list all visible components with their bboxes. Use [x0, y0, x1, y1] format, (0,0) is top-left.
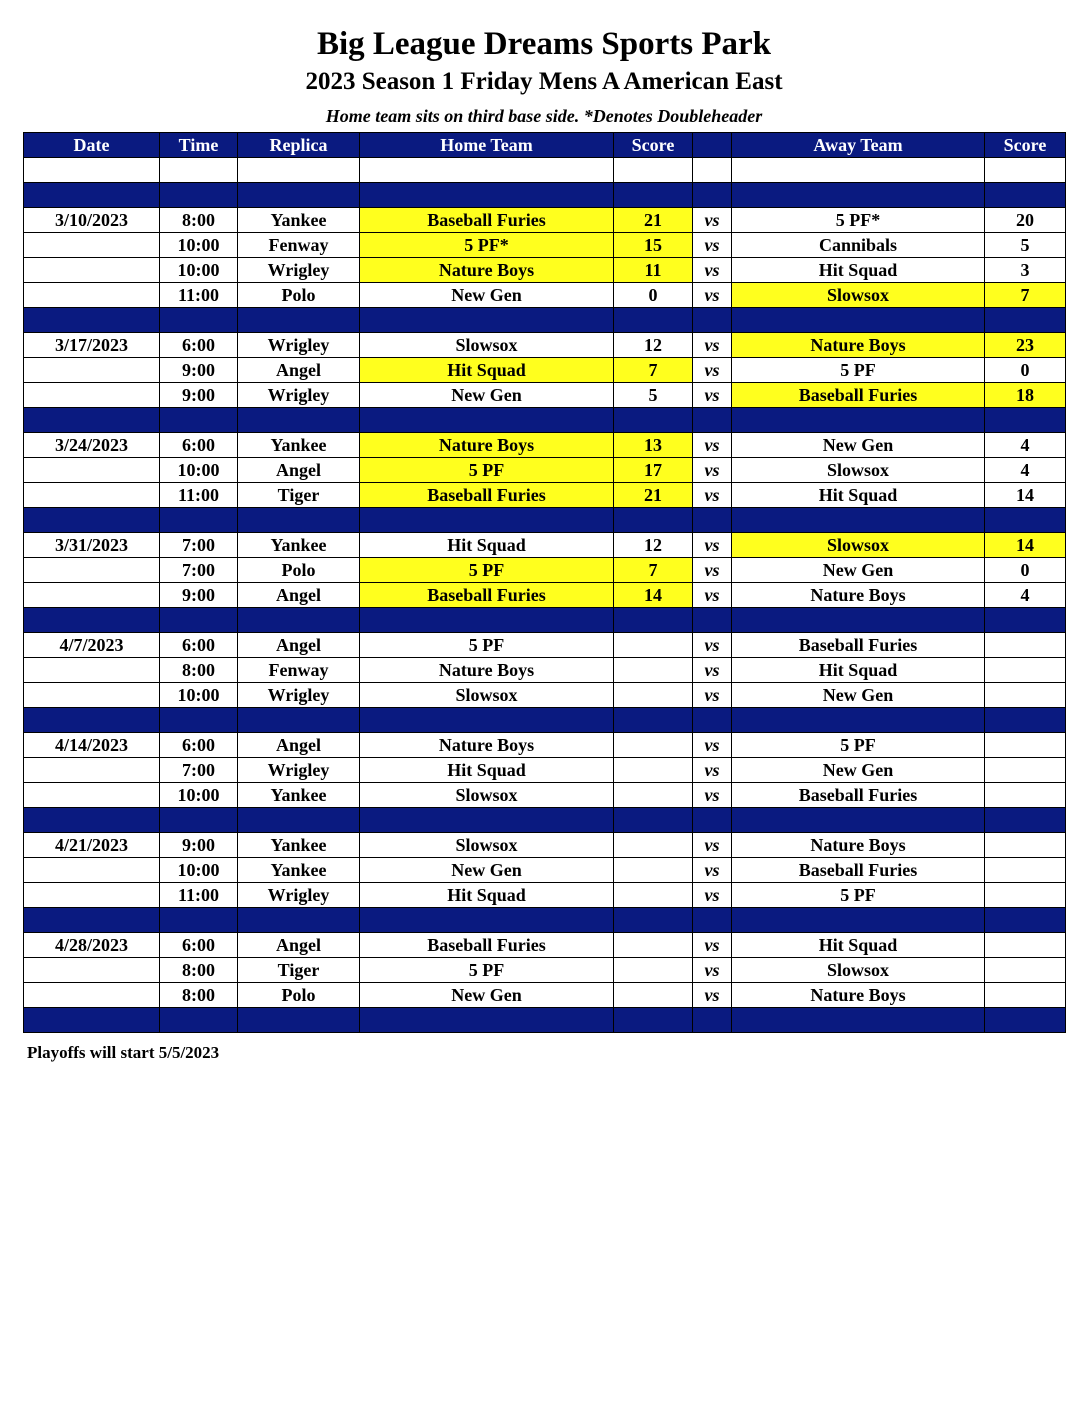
away-score-cell: [985, 758, 1066, 783]
home-team-cell: Baseball Furies: [360, 933, 614, 958]
home-score-cell: 17: [614, 458, 693, 483]
away-team-cell: Slowsox: [732, 958, 985, 983]
away-score-cell: [985, 683, 1066, 708]
time-cell: 10:00: [160, 683, 238, 708]
separator-band: [24, 608, 1066, 633]
home-score-cell: [614, 733, 693, 758]
time-cell: 10:00: [160, 258, 238, 283]
replica-cell: Wrigley: [238, 758, 360, 783]
home-score-cell: [614, 758, 693, 783]
date-cell: [24, 683, 160, 708]
home-team-cell: New Gen: [360, 283, 614, 308]
date-cell: 3/17/2023: [24, 333, 160, 358]
time-cell: 7:00: [160, 758, 238, 783]
home-team-cell: Baseball Furies: [360, 483, 614, 508]
away-team-cell: 5 PF: [732, 733, 985, 758]
away-score-cell: 5: [985, 233, 1066, 258]
vs-cell: vs: [693, 733, 732, 758]
home-score-cell: [614, 983, 693, 1008]
separator-band: [24, 308, 1066, 333]
date-cell: 4/14/2023: [24, 733, 160, 758]
replica-cell: Angel: [238, 358, 360, 383]
home-score-cell: 15: [614, 233, 693, 258]
vs-cell: vs: [693, 533, 732, 558]
home-team-cell: Nature Boys: [360, 658, 614, 683]
time-cell: 10:00: [160, 458, 238, 483]
date-cell: 3/31/2023: [24, 533, 160, 558]
vs-cell: vs: [693, 458, 732, 483]
vs-cell: vs: [693, 433, 732, 458]
away-team-cell: 5 PF*: [732, 208, 985, 233]
col-header-away-team: Away Team: [732, 133, 985, 158]
date-cell: [24, 883, 160, 908]
separator-band: [24, 183, 1066, 208]
home-team-cell: 5 PF: [360, 458, 614, 483]
replica-cell: Tiger: [238, 483, 360, 508]
replica-cell: Yankee: [238, 533, 360, 558]
away-score-cell: 0: [985, 558, 1066, 583]
away-team-cell: Hit Squad: [732, 258, 985, 283]
time-cell: 10:00: [160, 233, 238, 258]
home-score-cell: [614, 958, 693, 983]
replica-cell: Yankee: [238, 783, 360, 808]
game-row: [24, 833, 1066, 858]
home-team-cell: Baseball Furies: [360, 583, 614, 608]
game-row: [24, 333, 1066, 358]
home-team-cell: Hit Squad: [360, 533, 614, 558]
date-cell: 3/10/2023: [24, 208, 160, 233]
away-score-cell: [985, 933, 1066, 958]
date-cell: 4/28/2023: [24, 933, 160, 958]
home-score-cell: [614, 633, 693, 658]
date-cell: 3/24/2023: [24, 433, 160, 458]
replica-cell: Wrigley: [238, 383, 360, 408]
away-score-cell: 4: [985, 458, 1066, 483]
vs-cell: vs: [693, 233, 732, 258]
home-score-cell: [614, 883, 693, 908]
home-team-cell: Hit Squad: [360, 758, 614, 783]
game-row: [24, 933, 1066, 958]
replica-cell: Wrigley: [238, 333, 360, 358]
time-cell: 6:00: [160, 933, 238, 958]
date-cell: [24, 383, 160, 408]
date-cell: [24, 458, 160, 483]
game-row: [24, 483, 1066, 508]
home-team-cell: 5 PF: [360, 558, 614, 583]
date-cell: [24, 983, 160, 1008]
game-row: [24, 258, 1066, 283]
game-row: [24, 958, 1066, 983]
vs-cell: vs: [693, 933, 732, 958]
time-cell: 9:00: [160, 833, 238, 858]
home-score-cell: 0: [614, 283, 693, 308]
home-team-cell: Baseball Furies: [360, 208, 614, 233]
game-row: [24, 458, 1066, 483]
col-header-time: Time: [160, 133, 238, 158]
home-team-cell: New Gen: [360, 383, 614, 408]
time-cell: 11:00: [160, 883, 238, 908]
time-cell: 8:00: [160, 208, 238, 233]
game-row: [24, 683, 1066, 708]
away-team-cell: Nature Boys: [732, 833, 985, 858]
game-row: [24, 233, 1066, 258]
away-score-cell: 14: [985, 483, 1066, 508]
game-row: [24, 858, 1066, 883]
away-score-cell: 3: [985, 258, 1066, 283]
home-score-cell: 14: [614, 583, 693, 608]
time-cell: 8:00: [160, 983, 238, 1008]
away-score-cell: [985, 858, 1066, 883]
game-row: [24, 383, 1066, 408]
away-team-cell: New Gen: [732, 758, 985, 783]
home-score-cell: [614, 783, 693, 808]
vs-cell: vs: [693, 683, 732, 708]
home-score-cell: 12: [614, 333, 693, 358]
separator-band: [24, 808, 1066, 833]
date-cell: [24, 358, 160, 383]
away-score-cell: 4: [985, 433, 1066, 458]
league-subtitle: 2023 Season 1 Friday Mens A American East: [305, 68, 783, 95]
time-cell: 6:00: [160, 633, 238, 658]
home-score-cell: 13: [614, 433, 693, 458]
replica-cell: Angel: [238, 933, 360, 958]
vs-cell: vs: [693, 583, 732, 608]
schedule-body: [24, 158, 1066, 1033]
date-cell: [24, 558, 160, 583]
home-score-cell: 21: [614, 483, 693, 508]
game-row: [24, 658, 1066, 683]
col-header-date: Date: [24, 133, 160, 158]
away-team-cell: Baseball Furies: [732, 783, 985, 808]
game-row: [24, 558, 1066, 583]
game-row: [24, 533, 1066, 558]
date-cell: [24, 258, 160, 283]
replica-cell: Fenway: [238, 658, 360, 683]
replica-cell: Tiger: [238, 958, 360, 983]
away-team-cell: Baseball Furies: [732, 633, 985, 658]
game-row: [24, 758, 1066, 783]
vs-cell: vs: [693, 983, 732, 1008]
time-cell: 9:00: [160, 358, 238, 383]
home-score-cell: [614, 933, 693, 958]
schedule-table: [23, 132, 1066, 1033]
replica-cell: Fenway: [238, 233, 360, 258]
replica-cell: Angel: [238, 583, 360, 608]
away-score-cell: [985, 783, 1066, 808]
home-score-cell: [614, 833, 693, 858]
replica-cell: Wrigley: [238, 258, 360, 283]
col-header-replica: Replica: [238, 133, 360, 158]
home-score-cell: [614, 858, 693, 883]
home-team-cell: Nature Boys: [360, 733, 614, 758]
home-team-cell: New Gen: [360, 983, 614, 1008]
replica-cell: Angel: [238, 633, 360, 658]
away-score-cell: [985, 883, 1066, 908]
home-team-cell: 5 PF: [360, 958, 614, 983]
date-cell: [24, 758, 160, 783]
separator-band: [24, 708, 1066, 733]
game-row: [24, 583, 1066, 608]
replica-cell: Polo: [238, 558, 360, 583]
replica-cell: Polo: [238, 283, 360, 308]
date-cell: 4/7/2023: [24, 633, 160, 658]
time-cell: 7:00: [160, 533, 238, 558]
away-team-cell: Nature Boys: [732, 583, 985, 608]
replica-cell: Polo: [238, 983, 360, 1008]
playoffs-note: Playoffs will start 5/5/2023: [27, 1043, 220, 1062]
home-team-cell: Hit Squad: [360, 358, 614, 383]
date-cell: [24, 583, 160, 608]
date-cell: [24, 658, 160, 683]
game-row: [24, 283, 1066, 308]
vs-cell: vs: [693, 333, 732, 358]
away-score-cell: 14: [985, 533, 1066, 558]
home-team-cell: Slowsox: [360, 783, 614, 808]
time-cell: 6:00: [160, 333, 238, 358]
game-row: [24, 433, 1066, 458]
vs-cell: vs: [693, 783, 732, 808]
game-row: [24, 208, 1066, 233]
home-score-cell: [614, 683, 693, 708]
home-team-cell: New Gen: [360, 858, 614, 883]
away-score-cell: [985, 733, 1066, 758]
away-team-cell: Nature Boys: [732, 333, 985, 358]
vs-cell: vs: [693, 958, 732, 983]
date-cell: [24, 783, 160, 808]
replica-cell: Angel: [238, 458, 360, 483]
home-team-cell: 5 PF: [360, 633, 614, 658]
home-score-cell: 21: [614, 208, 693, 233]
time-cell: 11:00: [160, 483, 238, 508]
game-row: [24, 633, 1066, 658]
vs-cell: vs: [693, 633, 732, 658]
time-cell: 9:00: [160, 583, 238, 608]
game-row: [24, 783, 1066, 808]
col-header-away-score: Score: [985, 133, 1066, 158]
game-row: [24, 358, 1066, 383]
away-team-cell: New Gen: [732, 683, 985, 708]
vs-cell: vs: [693, 383, 732, 408]
separator-band: [24, 908, 1066, 933]
date-cell: [24, 958, 160, 983]
home-team-cell: Slowsox: [360, 333, 614, 358]
home-score-cell: 5: [614, 383, 693, 408]
replica-cell: Yankee: [238, 208, 360, 233]
date-cell: [24, 858, 160, 883]
date-cell: 4/21/2023: [24, 833, 160, 858]
away-score-cell: [985, 833, 1066, 858]
time-cell: 8:00: [160, 658, 238, 683]
separator-band: [24, 408, 1066, 433]
time-cell: 7:00: [160, 558, 238, 583]
game-row: [24, 883, 1066, 908]
home-team-cell: Nature Boys: [360, 433, 614, 458]
date-cell: [24, 483, 160, 508]
replica-cell: Wrigley: [238, 683, 360, 708]
away-team-cell: Hit Squad: [732, 933, 985, 958]
blank-row: [24, 158, 1066, 183]
time-cell: 11:00: [160, 283, 238, 308]
replica-cell: Yankee: [238, 858, 360, 883]
home-team-cell: Hit Squad: [360, 883, 614, 908]
away-score-cell: 20: [985, 208, 1066, 233]
away-team-cell: 5 PF: [732, 358, 985, 383]
home-team-cell: Slowsox: [360, 683, 614, 708]
away-score-cell: 18: [985, 383, 1066, 408]
vs-cell: vs: [693, 283, 732, 308]
date-cell: [24, 233, 160, 258]
time-cell: 10:00: [160, 858, 238, 883]
date-cell: [24, 283, 160, 308]
home-score-cell: [614, 658, 693, 683]
home-team-cell: Slowsox: [360, 833, 614, 858]
replica-cell: Yankee: [238, 833, 360, 858]
home-score-cell: 11: [614, 258, 693, 283]
away-team-cell: Hit Squad: [732, 483, 985, 508]
home-score-cell: 12: [614, 533, 693, 558]
away-team-cell: Slowsox: [732, 458, 985, 483]
away-team-cell: Baseball Furies: [732, 858, 985, 883]
away-team-cell: New Gen: [732, 433, 985, 458]
header-row: [24, 133, 1066, 158]
replica-cell: Angel: [238, 733, 360, 758]
away-score-cell: 7: [985, 283, 1066, 308]
away-score-cell: [985, 633, 1066, 658]
away-team-cell: 5 PF: [732, 883, 985, 908]
away-score-cell: [985, 658, 1066, 683]
vs-cell: vs: [693, 483, 732, 508]
separator-band: [24, 1008, 1066, 1033]
replica-cell: Yankee: [238, 433, 360, 458]
game-row: [24, 733, 1066, 758]
away-team-cell: Nature Boys: [732, 983, 985, 1008]
vs-cell: vs: [693, 558, 732, 583]
away-score-cell: 0: [985, 358, 1066, 383]
home-team-cell: 5 PF*: [360, 233, 614, 258]
away-score-cell: 23: [985, 333, 1066, 358]
time-cell: 9:00: [160, 383, 238, 408]
vs-cell: vs: [693, 358, 732, 383]
replica-cell: Wrigley: [238, 883, 360, 908]
seating-note: Home team sits on third base side. *Denotes Doubleheader: [325, 106, 763, 126]
home-score-cell: 7: [614, 558, 693, 583]
vs-cell: vs: [693, 833, 732, 858]
away-team-cell: New Gen: [732, 558, 985, 583]
vs-cell: vs: [693, 883, 732, 908]
home-team-cell: Nature Boys: [360, 258, 614, 283]
col-header-vs: [693, 133, 732, 158]
col-header-home-team: Home Team: [360, 133, 614, 158]
away-team-cell: Baseball Furies: [732, 383, 985, 408]
page-title: Big League Dreams Sports Park: [316, 26, 772, 62]
away-score-cell: 4: [985, 583, 1066, 608]
game-row: [24, 983, 1066, 1008]
separator-band: [24, 508, 1066, 533]
vs-cell: vs: [693, 258, 732, 283]
vs-cell: vs: [693, 758, 732, 783]
away-team-cell: Slowsox: [732, 533, 985, 558]
away-score-cell: [985, 983, 1066, 1008]
away-team-cell: Slowsox: [732, 283, 985, 308]
away-team-cell: Cannibals: [732, 233, 985, 258]
col-header-home-score: Score: [614, 133, 693, 158]
time-cell: 6:00: [160, 733, 238, 758]
away-score-cell: [985, 958, 1066, 983]
home-score-cell: 7: [614, 358, 693, 383]
time-cell: 10:00: [160, 783, 238, 808]
time-cell: 8:00: [160, 958, 238, 983]
away-team-cell: Hit Squad: [732, 658, 985, 683]
vs-cell: vs: [693, 658, 732, 683]
vs-cell: vs: [693, 858, 732, 883]
vs-cell: vs: [693, 208, 732, 233]
time-cell: 6:00: [160, 433, 238, 458]
